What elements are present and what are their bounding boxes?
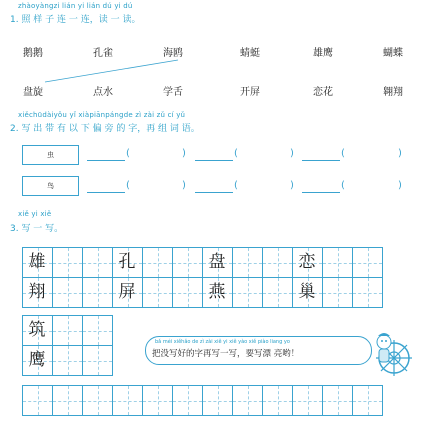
blank-insect-1[interactable] — [87, 150, 125, 161]
q2-title: 2. 写 出 带 有 以 下 偏 旁 的 字，再 组 词 语。 — [10, 124, 200, 134]
grid-bottom-cell[interactable] — [262, 385, 293, 416]
paren-close: ) — [290, 180, 294, 191]
char-row1-1: 雄 — [28, 252, 46, 272]
paren-open: ( — [126, 148, 130, 159]
grid-bottom-cell[interactable] — [232, 385, 263, 416]
grid-bottom-cell[interactable] — [172, 385, 203, 416]
paren-open: ( — [234, 148, 238, 159]
q1-pinyin: zhàoyàngzi lián yi lián dú yi dú — [18, 2, 133, 10]
word-bottom-5: 恋花 — [313, 87, 333, 98]
grid-main-cell[interactable] — [352, 277, 383, 308]
char-row1-3: 盘 — [208, 252, 226, 272]
grid-small-cell[interactable] — [82, 345, 113, 376]
grid-main-cell[interactable] — [172, 247, 203, 278]
paren-close: ) — [182, 148, 186, 159]
word-bottom-2: 点水 — [93, 87, 113, 98]
blank-bird-3[interactable] — [302, 182, 340, 193]
q2-pinyin: xiěchūdàiyǒu yǐ xiàpiānpángde zì zài zǔ cí yǔ — [18, 111, 186, 119]
char-small-2: 鹰 — [28, 350, 46, 370]
grid-bottom-cell[interactable] — [142, 385, 173, 416]
q3-title: 3. 写 一 写。 — [10, 224, 64, 234]
q1-title: 1. 照 样 子 连 一 连，读 一 读。 — [10, 15, 141, 25]
grid-main-cell[interactable] — [82, 277, 113, 308]
word-top-2: 孔雀 — [93, 48, 113, 59]
paren-open: ( — [341, 148, 345, 159]
grid-bottom-cell[interactable] — [352, 385, 383, 416]
word-top-4: 蜻蜓 — [240, 48, 260, 59]
grid-bottom-cell[interactable] — [112, 385, 143, 416]
grid-small-cell[interactable] — [52, 315, 83, 346]
grid-bottom-cell[interactable] — [322, 385, 353, 416]
radical-box-bird — [22, 176, 79, 196]
grid-main-cell[interactable] — [142, 247, 173, 278]
grid-main-cell[interactable] — [52, 277, 83, 308]
blank-bird-2[interactable] — [195, 182, 233, 193]
grid-bottom-cell[interactable] — [82, 385, 113, 416]
grid-main-cell[interactable] — [262, 277, 293, 308]
word-bottom-3: 学舌 — [163, 87, 183, 98]
grid-main-cell[interactable] — [262, 247, 293, 278]
grid-small-cell[interactable] — [52, 345, 83, 376]
paren-open: ( — [234, 180, 238, 191]
paren-close: ) — [290, 148, 294, 159]
grid-bottom-cell[interactable] — [292, 385, 323, 416]
sailor-mascot-icon — [370, 328, 416, 378]
char-row2-4: 巢 — [298, 282, 316, 302]
blank-bird-1[interactable] — [87, 182, 125, 193]
grid-main-cell[interactable] — [172, 277, 203, 308]
word-top-5: 雄鹰 — [313, 48, 333, 59]
grid-bottom-cell[interactable] — [52, 385, 83, 416]
char-row2-2: 屏 — [118, 282, 136, 302]
paren-open: ( — [126, 180, 130, 191]
grid-main-cell[interactable] — [352, 247, 383, 278]
bubble-pinyin: bǎ méi xiěhǎo de zì zài xiě yi xiě yào xiě piào liang yo — [155, 339, 290, 345]
word-bottom-6: 翱翔 — [383, 87, 403, 98]
grid-main-cell[interactable] — [232, 277, 263, 308]
char-row1-2: 孔 — [118, 252, 136, 272]
char-row1-4: 恋 — [298, 252, 316, 272]
hint-bubble — [145, 336, 372, 365]
grid-main-cell[interactable] — [232, 247, 263, 278]
grid-main-cell[interactable] — [52, 247, 83, 278]
bubble-text: 把没写好的字再写一写，要写漂 亮哟！ — [152, 349, 300, 359]
paren-close: ) — [182, 180, 186, 191]
blank-insect-3[interactable] — [302, 150, 340, 161]
grid-main-cell[interactable] — [322, 247, 353, 278]
grid-bottom-cell[interactable] — [202, 385, 233, 416]
grid-main-cell[interactable] — [142, 277, 173, 308]
radical-insect: 虫 — [47, 151, 54, 159]
word-top-1: 鹅鹅 — [23, 48, 43, 59]
word-bottom-1: 盘旋 — [23, 87, 43, 98]
paren-close: ) — [398, 148, 402, 159]
radical-bird: 鸟 — [47, 182, 54, 190]
sample-connect-line — [0, 0, 421, 120]
grid-bottom-cell[interactable] — [22, 385, 53, 416]
blank-insect-2[interactable] — [195, 150, 233, 161]
paren-open: ( — [341, 180, 345, 191]
grid-main-cell[interactable] — [322, 277, 353, 308]
q3-pinyin: xiě yi xiě — [18, 210, 52, 218]
word-bottom-4: 开屏 — [240, 87, 260, 98]
paren-close: ) — [398, 180, 402, 191]
char-row2-3: 燕 — [208, 282, 226, 302]
word-top-3: 海鸥 — [163, 48, 183, 59]
grid-main-cell[interactable] — [82, 247, 113, 278]
word-top-6: 蝴蝶 — [383, 48, 403, 59]
grid-small-cell[interactable] — [82, 315, 113, 346]
char-row2-1: 翔 — [28, 282, 46, 302]
radical-box-insect — [22, 145, 79, 165]
char-small-1: 筑 — [28, 320, 46, 340]
